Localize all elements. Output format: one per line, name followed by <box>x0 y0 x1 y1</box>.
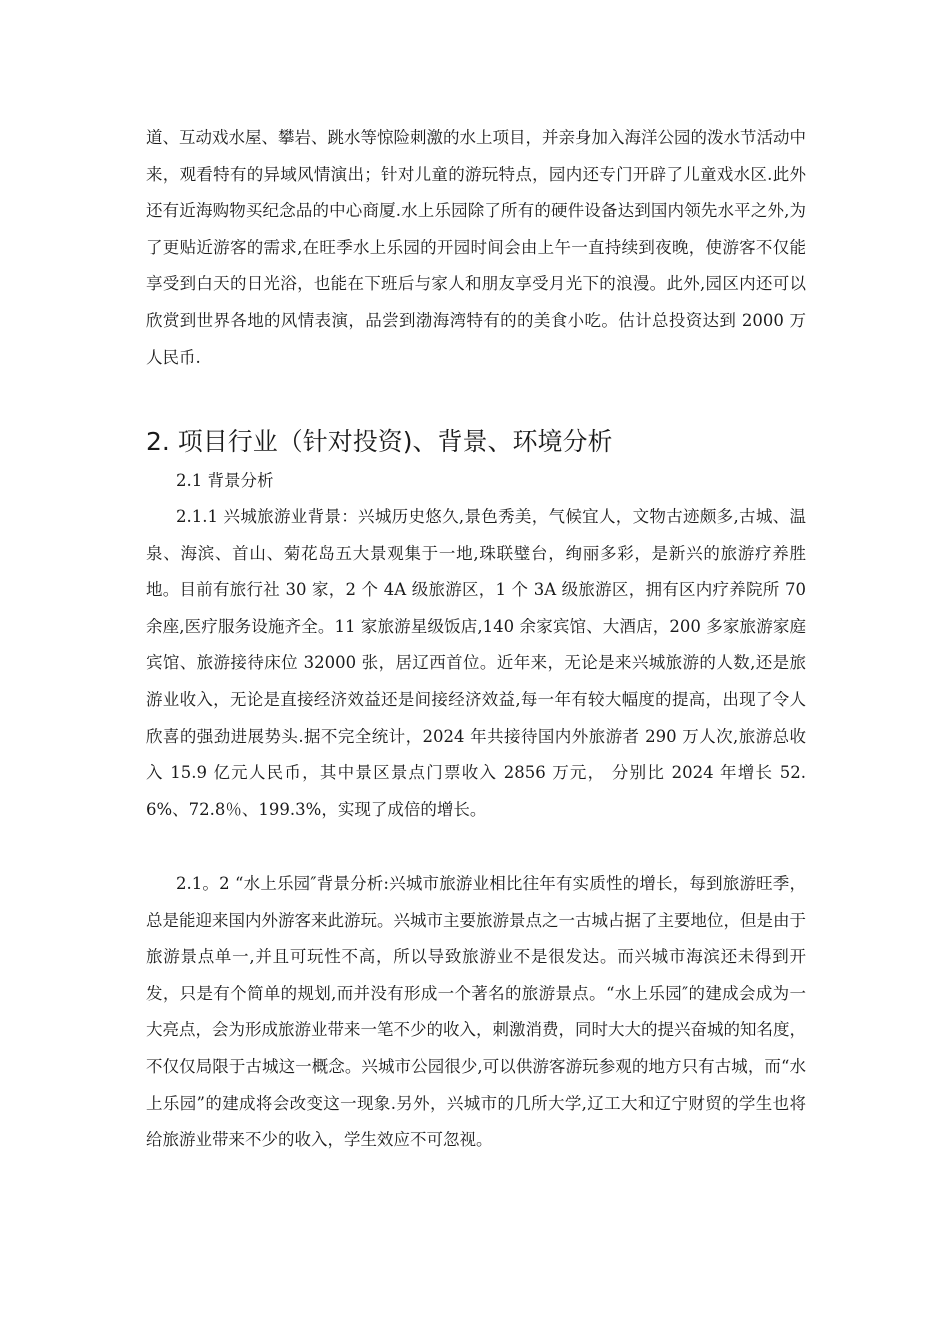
intro-paragraph: 道、互动戏水屋、攀岩、跳水等惊险刺激的水上项目，并亲身加入海洋公园的泼水节活动中来，观看特有的异域风情演出；针对儿童的游玩特点，园内还专门开辟了儿童戏水区.此外还有近海购物买纪念品的中心商厦.水上乐园除了所有的硬件设备达到国内领先水平之外,为了更贴近游客的需求,在旺季水上乐园的开园时间会由上午一直持续到夜晚，使游客不仅能享受到白天的日光浴，也能在下班后与家人和朋友享受月光下的浪漫。此外,园区内还可以欣赏到世界各地的风情表演，品尝到渤海湾特有的的美食小吃。估计总投资达到 2000 万人民币. <box>146 128 806 367</box>
subsection-heading: 2.1 背景分析 <box>176 471 274 490</box>
paragraph-2-1-2: 2.1。2 “水上乐园″背景分析:兴城市旅游业相比往年有实质性的增长，每到旅游旺季，总是能迎来国内外游客来此游玩。兴城市主要旅游景点之一古城占据了主要地位，但是由于旅游景点单一,并且可玩性不高，所以导致旅游业不是很发达。而兴城市海滨还未得到开发，只是有个简单的规划,而并没有形成一个著名的旅游景点。“水上乐园″的建成会成为一大亮点，会为形成旅游业带来一笔不少的收入，刺激消费，同时大大的提兴奋城的知名度，不仅仅局限于古城这一概念。兴城市公园很少,可以供游客游玩参观的地方只有古城，而“水上乐园”的建成将会改变这一现象.另外，兴城市的几所大学,辽工大和辽宁财贸的学生也将给旅游业带来不少的收入，学生效应不可忽视。 <box>146 874 806 1150</box>
paragraph-2-1-1: 2.1.1 兴城旅游业背景：兴城历史悠久,景色秀美，气候宜人，文物古迹颇多,古城、温泉、海滨、首山、菊花岛五大景观集于一地,珠联璧台，绚丽多彩，是新兴的旅游疗养胜地。目前有旅行社 30 家，2 个 4A 级旅游区，1 个 3A 级旅游区，拥有区内疗养院所 70 余座,医疗服务设施齐全。11 家旅游星级饭店,140 余家宾馆、大酒店，200 多家旅游家庭宾馆、旅游接待床位 32000 张，居辽西首位。近年来，无论是来兴城旅游的人数,还是旅游业收入，无论是直接经济效益还是间接经济效益,每一年有较大幅度的提高，出现了令人欣喜的强劲进展势头.据不完全统计，2024 年共接待国内外旅游者 290 万人次,旅游总收入 15.9 亿元人民币，其中景区景点门票收入 2856 万元， 分别比 2024 年增长 52.6%、72.8％、199.3%，实现了成倍的增长。 <box>146 507 806 819</box>
section-heading: 2. 项目行业（针对投资)、背景、环境分析 <box>146 427 613 456</box>
